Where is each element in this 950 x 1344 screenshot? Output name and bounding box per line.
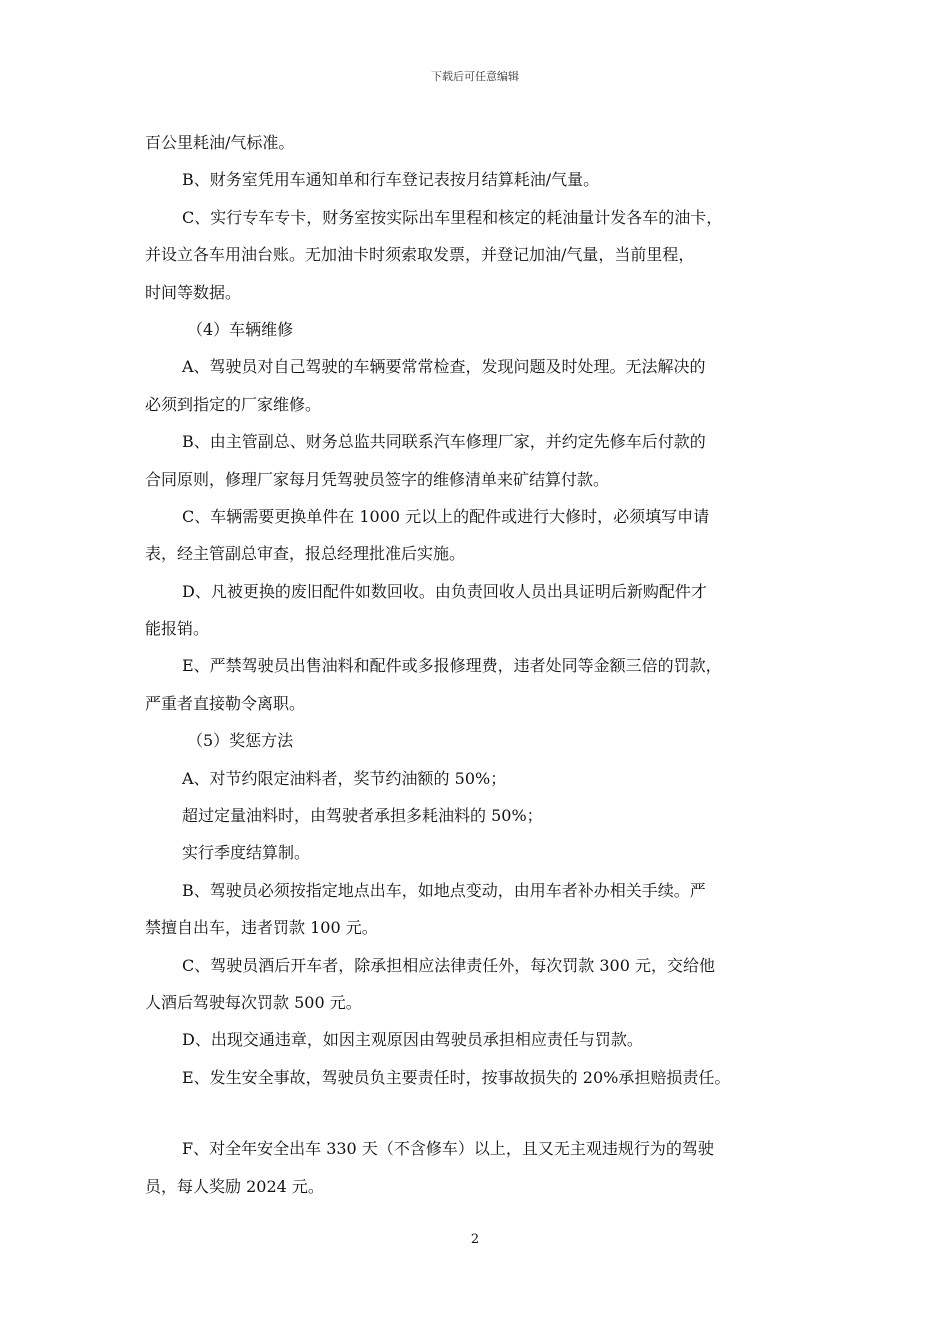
paragraph-line: E、发生安全事故，驾驶员负主要责任时，按事故损失的 20%承担赔损责任。 xyxy=(182,1067,731,1087)
paragraph-line: B、由主管副总、财务总监共同联系汽车修理厂家，并约定先修车后付款的 xyxy=(182,432,706,452)
paragraph-line: A、驾驶员对自己驾驶的车辆要常常检查，发现问题及时处理。无法解决的 xyxy=(182,357,706,377)
paragraph-line: 实行季度结算制。 xyxy=(182,843,311,863)
paragraph-line: C、实行专车专卡，财务室按实际出车里程和核定的耗油量计发各车的油卡， xyxy=(182,207,723,227)
section-heading: （4）车辆维修 xyxy=(187,319,294,339)
paragraph-line: D、出现交通违章，如因主观原因由驾驶员承担相应责任与罚款。 xyxy=(182,1030,643,1050)
paragraph-line: F、对全年安全出车 330 天（不含修车）以上，且又无主观违规行为的驾驶 xyxy=(182,1139,714,1159)
paragraph-line: E、严禁驾驶员出售油料和配件或多报修理费，违者处同等金额三倍的罚款， xyxy=(182,656,722,676)
paragraph-line: 员，每人奖励 2024 元。 xyxy=(145,1176,324,1196)
paragraph-line: A、对节约限定油料者，奖节约油额的 50%； xyxy=(182,768,507,788)
document-body xyxy=(145,124,810,1205)
paragraph-line: D、凡被更换的废旧配件如数回收。由负责回收人员出具证明后新购配件才 xyxy=(182,581,707,601)
blank-line xyxy=(145,1096,810,1130)
paragraph-line: 时间等数据。 xyxy=(145,282,242,302)
section-heading: （5）奖惩方法 xyxy=(187,731,294,751)
paragraph-line: 并设立各车用油台账。无加油卡时须索取发票，并登记加油/气量，当前里程， xyxy=(145,245,695,265)
paragraph-line: B、驾驶员必须按指定地点出车，如地点变动，由用车者补办相关手续。严 xyxy=(182,880,706,900)
paragraph-line: 必须到指定的厂家维修。 xyxy=(145,394,322,414)
paragraph-line: C、驾驶员酒后开车者，除承担相应法律责任外，每次罚款 300 元，交给他 xyxy=(182,955,715,975)
paragraph-line: 能报销。 xyxy=(145,619,210,639)
paragraph-line: 禁擅自出车，违者罚款 100 元。 xyxy=(145,918,378,938)
paragraph-line: 百公里耗油/气标准。 xyxy=(145,133,295,152)
paragraph-line: C、车辆需要更换单件在 1000 元以上的配件或进行大修时，必须填写申请 xyxy=(182,506,710,526)
paragraph-line: 人酒后驾驶每次罚款 500 元。 xyxy=(145,992,362,1012)
page-number: 2 xyxy=(470,1232,480,1247)
page-header: 下载后可任意编辑 xyxy=(431,70,519,83)
paragraph-line: 严重者直接勒令离职。 xyxy=(145,693,306,713)
paragraph-line: 超过定量油料时，由驾驶者承担多耗油料的 50%； xyxy=(182,806,543,826)
paragraph-line: 合同原则，修理厂家每月凭驾驶员签字的维修清单来矿结算付款。 xyxy=(145,469,610,489)
paragraph-line: B、财务室凭用车通知单和行车登记表按月结算耗油/气量。 xyxy=(182,170,600,190)
paragraph-line: 表，经主管副总审查，报总经理批准后实施。 xyxy=(145,544,466,564)
